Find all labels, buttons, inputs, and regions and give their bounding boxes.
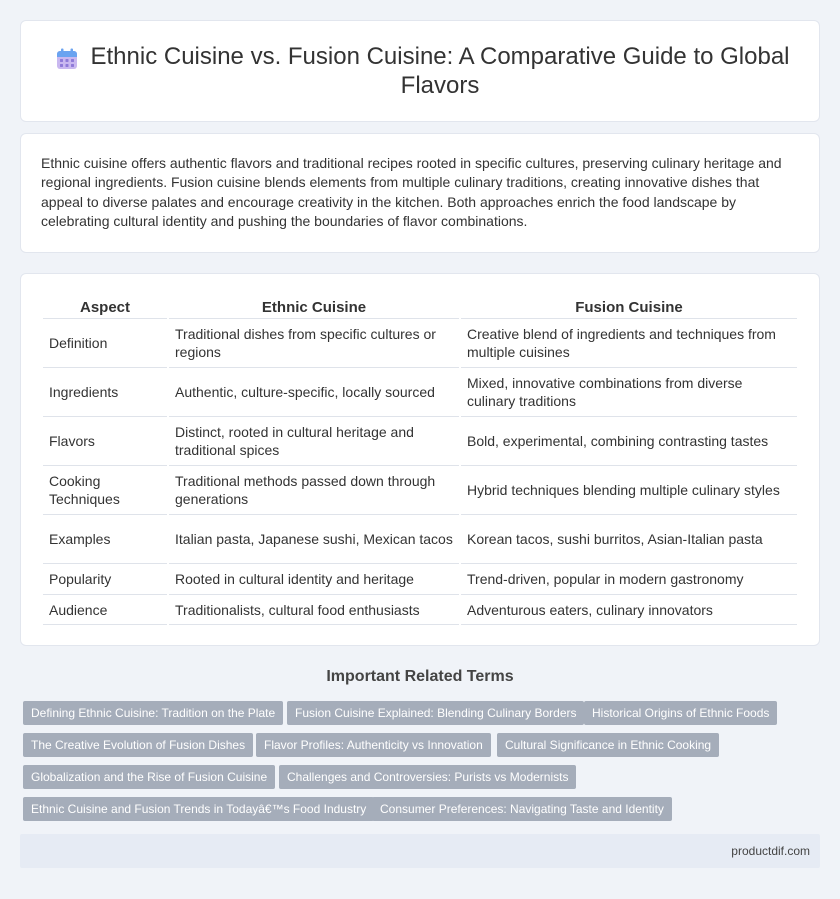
table-cell-ethnic: Traditional methods passed down through generations <box>169 465 459 514</box>
comparison-table <box>41 296 799 625</box>
table-cell-ethnic: Authentic, culture-specific, locally sourced <box>169 367 459 416</box>
table-cell-fusion: Creative blend of ingredients and techniques from multiple cuisines <box>461 318 797 367</box>
page-title: Ethnic Cuisine vs. Fusion Cuisine: A Comparative Guide to Global Flavors <box>90 43 790 99</box>
table-cell-aspect: Flavors <box>43 416 167 465</box>
table-cell-ethnic: Traditionalists, cultural food enthusiasts <box>169 594 459 625</box>
table-row <box>43 514 797 563</box>
related-term-tag[interactable]: Ethnic Cuisine and Fusion Trends in Todayâ€™s Food Industry <box>23 797 374 821</box>
table-cell-fusion: Bold, experimental, combining contrasting tastes <box>461 416 797 465</box>
column-header-aspect: Aspect <box>79 298 131 316</box>
table-cell-fusion: Korean tacos, sushi burritos, Asian-Italian pasta <box>461 514 797 563</box>
table-row <box>43 318 797 367</box>
table-cell-aspect: Popularity <box>43 563 167 594</box>
column-header-ethnic: Ethnic Cuisine <box>261 298 367 316</box>
header-card <box>20 20 820 122</box>
table-row <box>43 465 797 514</box>
table-cell-fusion: Trend-driven, popular in modern gastronomy <box>461 563 797 594</box>
footer <box>20 834 820 868</box>
table-cell-fusion: Adventurous eaters, culinary innovators <box>461 594 797 625</box>
table-row <box>43 563 797 594</box>
intro-card <box>20 133 820 253</box>
related-term-tag[interactable]: Globalization and the Rise of Fusion Cuisine <box>23 765 275 789</box>
table-cell-ethnic: Traditional dishes from specific cultures or regions <box>169 318 459 367</box>
table-row <box>43 416 797 465</box>
footer-site-link[interactable]: productdif.com <box>731 844 810 858</box>
table-cell-ethnic: Rooted in cultural identity and heritage <box>169 563 459 594</box>
table-cell-ethnic: Italian pasta, Japanese sushi, Mexican tacos <box>169 514 459 563</box>
table-row <box>43 594 797 625</box>
table-cell-fusion: Mixed, innovative combinations from diverse culinary traditions <box>461 367 797 416</box>
table-header-row <box>43 296 797 318</box>
table-cell-aspect: Ingredients <box>43 367 167 416</box>
related-term-tag[interactable]: Challenges and Controversies: Purists vs Modernists <box>279 765 576 789</box>
table-cell-aspect: Definition <box>43 318 167 367</box>
table-cell-ethnic: Distinct, rooted in cultural heritage and traditional spices <box>169 416 459 465</box>
table-cell-aspect: Examples <box>43 514 167 563</box>
table-cell-aspect: Cooking Techniques <box>43 465 167 514</box>
related-term-tag[interactable]: Cultural Significance in Ethnic Cooking <box>497 733 719 757</box>
intro-paragraph: Ethnic cuisine offers authentic flavors and traditional recipes rooted in specific cultures, preserving culinary heritage and regional ingredients. Fusion cuisine blends elements from multiple culinary traditions, creating innovative dishes that appeal to diverse palates and encourage creativity in the kitchen. Both approaches enrich the food landscape by celebrating cultural identity and pushing the boundaries of flavor combinations. <box>41 155 782 230</box>
related-term-tag[interactable]: Defining Ethnic Cuisine: Tradition on the Plate <box>23 701 283 725</box>
related-term-tag[interactable]: The Creative Evolution of Fusion Dishes <box>23 733 253 757</box>
related-term-tag[interactable]: Flavor Profiles: Authenticity vs Innovation <box>256 733 491 757</box>
table-row <box>43 367 797 416</box>
table-cell-fusion: Hybrid techniques blending multiple culinary styles <box>461 465 797 514</box>
related-term-tag[interactable]: Consumer Preferences: Navigating Taste and Identity <box>372 797 672 821</box>
table-cell-aspect: Audience <box>43 594 167 625</box>
related-term-tag[interactable]: Fusion Cuisine Explained: Blending Culinary Borders <box>287 701 584 725</box>
related-term-tag[interactable]: Historical Origins of Ethnic Foods <box>584 701 777 725</box>
related-terms-title: Important Related Terms <box>326 668 514 685</box>
column-header-fusion: Fusion Cuisine <box>575 298 683 316</box>
comparison-card <box>20 273 820 646</box>
